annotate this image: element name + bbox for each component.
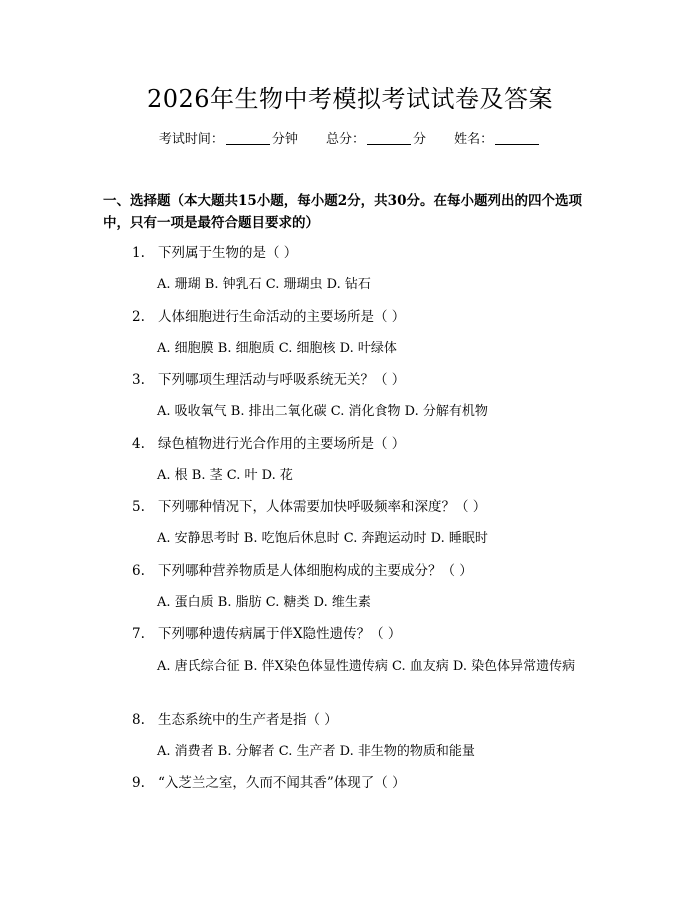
question-7-options: A. 唐氏综合征 B. 伴X染色体显性遗传病 C. 血友病 D. 染色体异常遗传病	[157, 659, 576, 674]
exam-time-label: 考试时间：	[158, 132, 224, 147]
section-heading-multiple-choice: 一、选择题（本大题共15小题，每小题2分，共30分。在每小题列出的四个选项中，只有一项是最符合题目要求的）	[103, 193, 582, 231]
question-text: 下列哪种情况下，人体需要加快呼吸频率和深度？（ ）	[158, 499, 487, 515]
question-8-options: A. 消费者 B. 分解者 C. 生产者 D. 非生物的物质和能量	[157, 744, 475, 759]
question-number: 4.	[132, 436, 145, 452]
question-number: 6.	[132, 563, 145, 579]
question-text: 下列哪项生理活动与呼吸系统无关？（ ）	[158, 372, 406, 388]
exam-time-blank	[226, 130, 270, 145]
question-text: 绿色植物进行光合作用的主要场所是（ ）	[158, 436, 406, 452]
exam-time-field	[159, 130, 298, 150]
question-5	[132, 497, 486, 517]
question-number: 5.	[132, 499, 145, 515]
question-text: 人体细胞进行生命活动的主要场所是（ ）	[158, 309, 406, 325]
question-6	[132, 561, 473, 581]
page-title: 2026年生物中考模拟考试试卷及答案	[146, 85, 554, 113]
question-2-options: A. 细胞膜 B. 细胞质 C. 细胞核 D. 叶绿体	[157, 341, 397, 356]
question-number: 9.	[132, 775, 145, 791]
question-number: 2.	[132, 309, 145, 325]
question-4	[132, 434, 405, 454]
question-number: 7.	[132, 626, 145, 642]
question-text: 生态系统中的生产者是指（ ）	[158, 712, 338, 728]
question-1	[132, 243, 297, 263]
question-text: “入芝兰之室，久而不闻其香”体现了（ ）	[158, 775, 406, 791]
question-number: 3.	[132, 372, 145, 388]
question-8	[132, 710, 338, 730]
question-text: 下列哪种营养物质是人体细胞构成的主要成分？（ ）	[158, 563, 473, 579]
question-1-options: A. 珊瑚 B. 钟乳石 C. 珊瑚虫 D. 钻石	[157, 277, 371, 292]
exam-info-line	[0, 130, 700, 150]
question-2	[132, 307, 405, 327]
question-text: 下列属于生物的是（ ）	[158, 245, 298, 261]
exam-time-unit: 分钟	[271, 132, 298, 147]
name-blank	[495, 130, 539, 145]
total-score-unit: 分	[413, 132, 427, 147]
question-3-options: A. 吸收氧气 B. 排出二氧化碳 C. 消化食物 D. 分解有机物	[157, 404, 488, 419]
question-3	[132, 370, 405, 390]
name-field	[454, 130, 541, 150]
question-5-options: A. 安静思考时 B. 吃饱后休息时 C. 奔跑运动时 D. 睡眠时	[157, 531, 488, 546]
total-score-label: 总分：	[325, 132, 365, 147]
question-6-options: A. 蛋白质 B. 脂肪 C. 糖类 D. 维生素	[157, 595, 371, 610]
question-number: 1.	[132, 245, 145, 261]
name-label: 姓名：	[454, 132, 494, 147]
total-score-blank	[367, 130, 411, 145]
question-7	[132, 624, 401, 644]
question-text: 下列哪种遗传病属于伴X隐性遗传？（ ）	[158, 626, 402, 642]
question-number: 8.	[132, 712, 145, 728]
total-score-field	[326, 130, 426, 150]
question-9	[132, 773, 406, 793]
question-4-options: A. 根 B. 茎 C. 叶 D. 花	[157, 468, 293, 483]
